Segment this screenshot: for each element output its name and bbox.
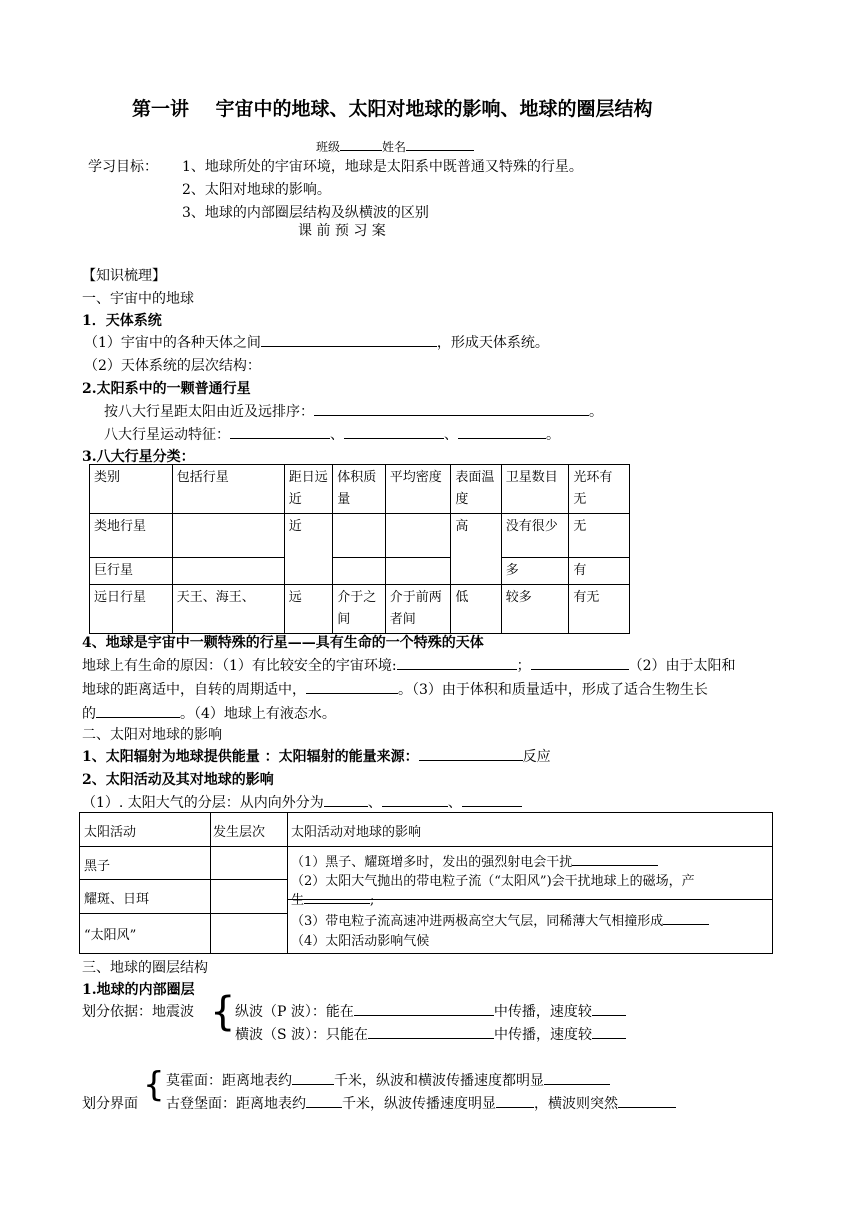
cell-density: 介于前两者间 — [385, 585, 451, 634]
effect-4: （4）太阳活动影响气候 — [291, 934, 430, 949]
section2-heading: 二、太阳对地球的影响 — [82, 727, 222, 743]
blank — [496, 1093, 534, 1108]
header-category: 类别 — [90, 465, 173, 514]
header-volume: 体积质量 — [333, 465, 385, 514]
class-blank — [340, 136, 382, 151]
basis-label: 划分依据：地震波 — [82, 1004, 194, 1020]
gutenberg-line: 古登堡面：距离地表约 千米，纵波传播速度明显 ，横波则突然 — [166, 1093, 676, 1113]
goal-item-2: 2、太阳对地球的影响。 — [182, 182, 331, 198]
section1-4-line1: 地球上有生命的原因：（1）有比较安全的宇宙环境: ； （2）由于太阳和 — [82, 655, 736, 675]
blank — [458, 424, 546, 439]
solar-table — [79, 812, 773, 954]
cell-temperature: 高 — [451, 514, 501, 585]
section1-line1: （1）宇宙中的各种天体之间 ，形成天体系统。 — [84, 332, 549, 352]
cell-category: 类地行星 — [90, 514, 173, 558]
cell-volume — [333, 558, 385, 585]
section1-4-line3: 的 。（4）地球上有液态水。 — [82, 703, 336, 723]
blank — [304, 889, 370, 904]
s-wave-line: 横波（S 波）：只能在 中传播，速度较 — [235, 1024, 626, 1044]
section1-line3: 按八大行星距太阳由近及远排序： 。 — [104, 401, 603, 421]
boundary-label: 划分界面 — [82, 1096, 138, 1112]
divider — [287, 813, 288, 953]
cell-rings: 有 — [569, 558, 630, 585]
blank — [314, 401, 589, 416]
header-distance: 距日远近 — [284, 465, 332, 514]
blank — [96, 703, 180, 718]
header-density: 平均密度 — [385, 465, 451, 514]
goals-label: 学习目标： — [88, 159, 158, 175]
header-temperature: 表面温度 — [451, 465, 501, 514]
cell-planets — [172, 558, 284, 585]
blank — [419, 746, 523, 761]
section1-sub2: 2.太阳系中的一颗普通行星 — [82, 381, 251, 397]
goal-item-3: 3、地球的内部圈层结构及纵横波的区别 — [182, 205, 429, 221]
blank — [368, 1024, 494, 1039]
page-title: 第一讲 宇宙中的地球、太阳对地球的影响、地球的圈层结构 — [132, 98, 653, 120]
planet-table — [89, 464, 630, 634]
effect-3: （3）带电粒子流高速冲进两极高空大气层，同稀薄大气相撞形成 — [291, 910, 709, 929]
blank — [230, 424, 330, 439]
cell-planets: 天王、海王、 — [172, 585, 284, 634]
section1-heading: 一、宇宙中的地球 — [82, 291, 194, 307]
divider — [80, 879, 287, 880]
name-blank — [406, 136, 474, 151]
header-planets: 包括行星 — [172, 465, 284, 514]
effect-2b: 生 ; — [291, 889, 374, 908]
p-wave-line: 纵波（P 波）：能在 中传播，速度较 — [235, 1001, 626, 1021]
blank — [544, 1070, 610, 1085]
goal-item-1: 1、地球所处的宇宙环境，地球是太阳系中既普通又特殊的行星。 — [182, 159, 583, 175]
header-layer: 发生层次 — [213, 825, 266, 840]
cell-distance: 远 — [284, 585, 332, 634]
section1-sub1: 1．天体系统 — [82, 313, 162, 329]
preview-heading: 课 前 预 习 案 — [298, 223, 386, 239]
section2-line3: （1）. 太阳大气的分层：从内向外分为 、 、 — [82, 792, 522, 812]
name-label: 姓名 — [382, 140, 407, 154]
header-activity: 太阳活动 — [84, 825, 137, 840]
row-solar-wind: “太阳风” — [84, 928, 137, 943]
section3-sub1: 1.地球的内部圈层 — [82, 982, 195, 998]
blank — [382, 792, 448, 807]
cell-distance: 近 — [284, 514, 332, 585]
section1-line4: 八大行星运动特征： 、 、 。 — [104, 424, 560, 444]
knowledge-heading: 【知识梳理】 — [82, 268, 166, 284]
blank — [397, 655, 517, 670]
divider — [80, 913, 287, 914]
effect-1: （1）黑子、耀斑增多时，发出的强烈射电会干扰 — [291, 851, 658, 870]
moho-line: 莫霍面：距离地表约 千米，纵波和横波传播速度都明显 — [166, 1070, 610, 1090]
blank — [261, 332, 437, 347]
divider — [210, 813, 211, 953]
cell-planets — [172, 514, 284, 558]
cell-satellites: 多 — [501, 558, 569, 585]
cell-category: 远日行星 — [90, 585, 173, 634]
blank — [462, 792, 522, 807]
blank — [344, 424, 444, 439]
blank — [592, 1024, 626, 1039]
header-rings: 光环有无 — [569, 465, 630, 514]
cell-volume — [333, 514, 385, 558]
section3-heading: 三、地球的圈层结构 — [82, 960, 208, 976]
brace-icon: { — [210, 989, 236, 1035]
class-label: 班级 — [316, 140, 341, 154]
cell-density — [385, 558, 451, 585]
section1-line2: （2）天体系统的层次结构： — [84, 358, 261, 374]
blank — [592, 1001, 626, 1016]
blank — [618, 1093, 676, 1108]
divider — [80, 846, 772, 847]
blank — [324, 792, 368, 807]
blank — [663, 910, 709, 925]
cell-density — [385, 514, 451, 558]
section1-4-line2: 地球的距离适中，自转的周期适中， 。（3）由于体积和质量适中，形成了适合生物生长 — [82, 679, 708, 699]
blank — [306, 679, 398, 694]
blank — [572, 851, 658, 866]
cell-volume: 介于之间 — [333, 585, 385, 634]
cell-temperature: 低 — [451, 585, 501, 634]
section1-4-heading: 4、地球是宇宙中一颗特殊的行星——具有生命的一个特殊的天体 — [82, 635, 484, 651]
class-name-line — [316, 136, 474, 155]
cell-rings: 有无 — [569, 585, 630, 634]
section2-line2: 2、太阳活动及其对地球的影响 — [82, 772, 274, 788]
section2-line1: 1、太阳辐射为地球提供能量 ：太阳辐射的能量来源： 反应 — [82, 746, 551, 766]
header-effect: 太阳活动对地球的影响 — [291, 825, 422, 840]
row-flare: 耀斑、日珥 — [84, 892, 150, 907]
row-sunspot: 黑子 — [84, 859, 111, 874]
section1-sub3: 3.八大行星分类： — [82, 449, 195, 465]
cell-satellites: 没有很少 — [501, 514, 569, 558]
blank — [292, 1070, 334, 1085]
blank — [531, 655, 629, 670]
cell-satellites: 较多 — [501, 585, 569, 634]
header-satellites: 卫星数目 — [501, 465, 569, 514]
effect-2: （2）太阳大气抛出的带电粒子流（“太阳风”)会干扰地球上的磁场，产 — [291, 874, 695, 889]
cell-rings: 无 — [569, 514, 630, 558]
cell-category: 巨行星 — [90, 558, 173, 585]
brace-icon: { — [143, 1065, 165, 1105]
blank — [306, 1093, 342, 1108]
blank — [354, 1001, 494, 1016]
